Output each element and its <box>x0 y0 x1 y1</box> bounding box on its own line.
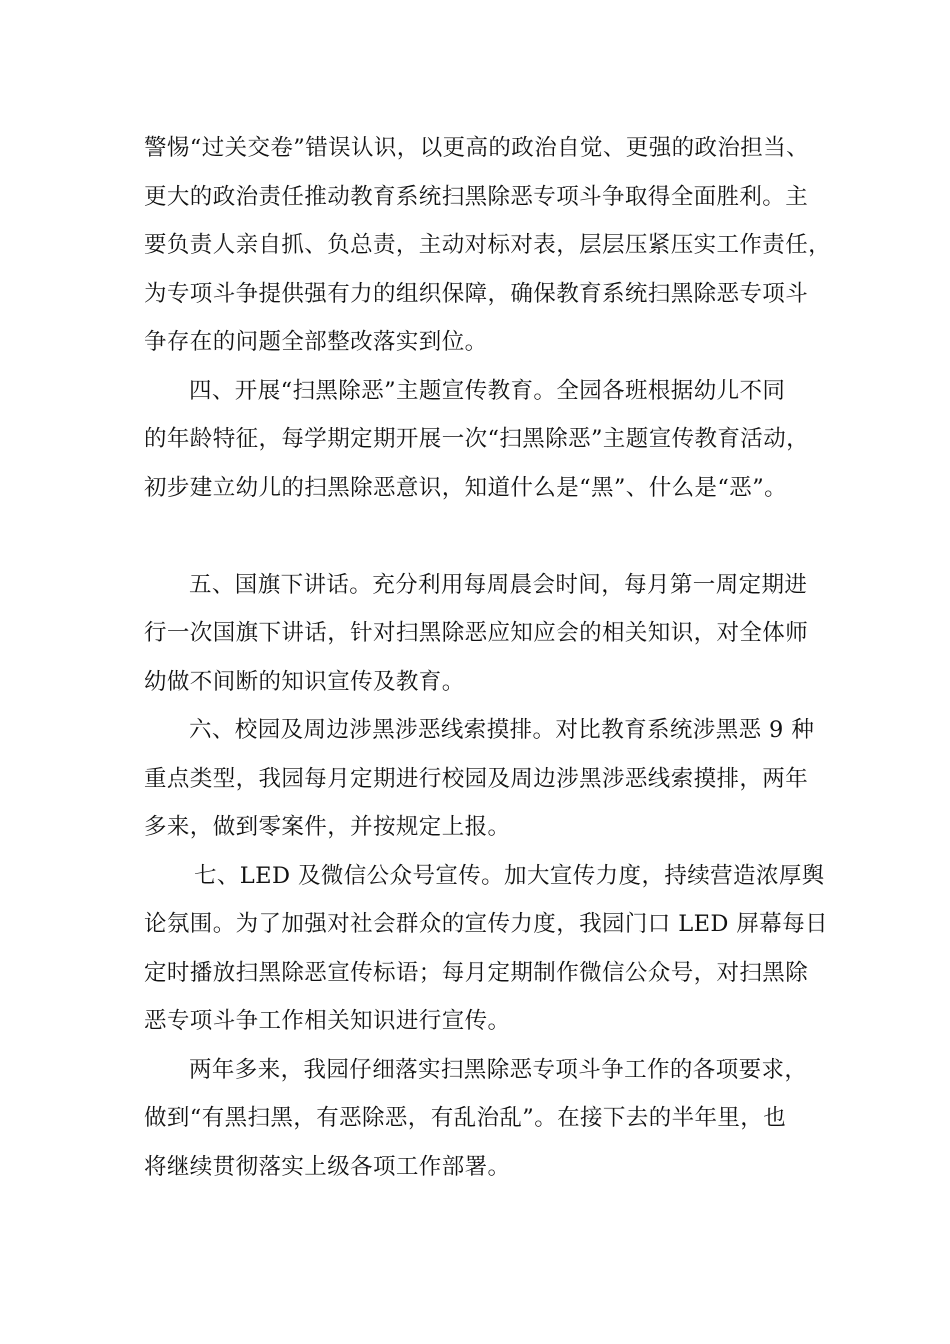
text-line: 为专项斗争提供强有力的组织保障，确保教育系统扫黑除恶专项斗 <box>144 280 809 307</box>
text-line: 做到“有黑扫黑，有恶除恶，有乱治乱”。在接下去的半年里，也 <box>144 1105 787 1131</box>
text-line: 行一次国旗下讲话，针对扫黑除恶应知应会的相关知识，对全体师 <box>144 620 809 646</box>
text-line: 更大的政治责任推动教育系统扫黑除恶专项斗争取得全面胜利。主 <box>144 183 809 210</box>
paragraph-5-start: 五、国旗下讲话。充分利用每周晨会时间，每月第一周定期进 <box>189 571 808 598</box>
text-line: 幼做不间断的知识宣传及教育。 <box>144 668 465 695</box>
conclusion-paragraph-start: 两年多来，我园仔细落实扫黑除恶专项斗争工作的各项要求， <box>189 1056 808 1083</box>
blank-line <box>144 512 824 561</box>
text-line: 定时播放扫黑除恶宣传标语；每月定期制作微信公众号，对扫黑除 <box>144 959 809 986</box>
paragraph-6-start: 六、校园及周边涉黑涉恶线索摸排。对比教育系统涉黑恶 9 种 <box>189 717 815 743</box>
paragraph-4-start: 四、开展“扫黑除恶”主题宣传教育。全园各班根据幼儿不同 <box>189 377 786 404</box>
text-line: 将继续贯彻落实上级各项工作部署。 <box>144 1153 511 1180</box>
text-line: 重点类型，我园每月定期进行校园及周边涉黑涉恶线索摸排，两年 <box>144 765 809 792</box>
paragraph-7-start: 七、LED 及微信公众号宣传。加大宣传力度，持续营造浓厚舆 <box>194 862 825 889</box>
text-line: 论氛围。为了加强对社会群众的宣传力度，我园门口 LED 屏幕每日 <box>144 911 829 937</box>
text-line: 恶专项斗争工作相关知识进行宣传。 <box>144 1008 511 1034</box>
text-line: 要负责人亲自抓、负总责，主动对标对表，层层压紧压实工作责任， <box>144 232 832 258</box>
text-line: 的年龄特征，每学期定期开展一次“扫黑除恶”主题宣传教育活动， <box>144 426 810 452</box>
text-line: 争存在的问题全部整改落实到位。 <box>144 329 488 355</box>
text-line: 初步建立幼儿的扫黑除恶意识，知道什么是“黑”、什么是“恶”。 <box>144 474 788 501</box>
document-body <box>144 124 832 1191</box>
text-line: 多来，做到零案件，并按规定上报。 <box>144 814 511 840</box>
text-line: 警惕“过关交卷”错误认识，以更高的政治自觉、更强的政治担当、 <box>144 135 810 161</box>
